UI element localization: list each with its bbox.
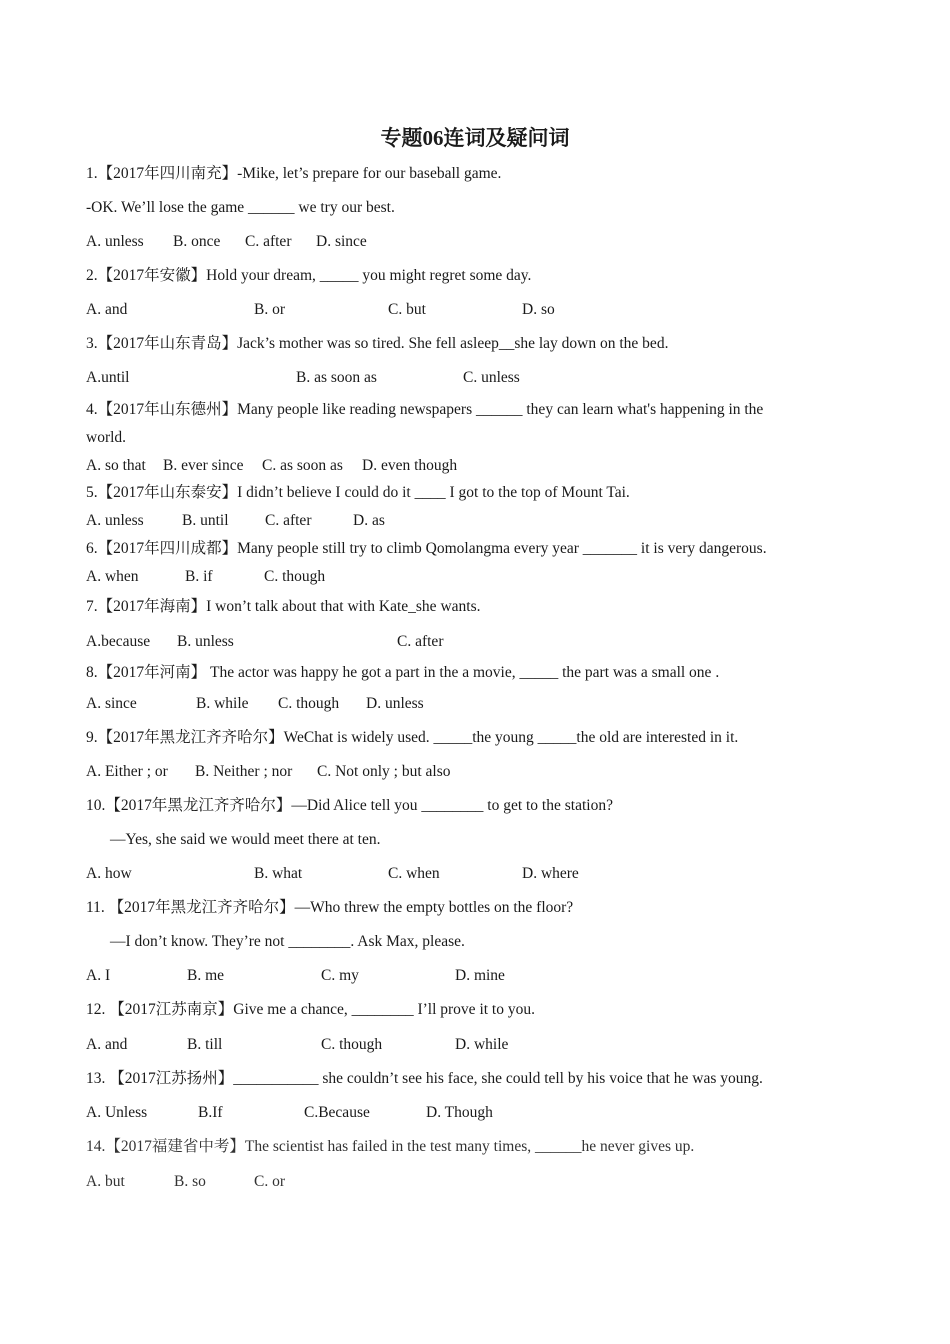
option-d: D. Though <box>426 1104 493 1121</box>
question-9: 9.【2017年黑龙江齐齐哈尔】WeChat is widely used. _____the young _____the old are interested in it. <box>86 729 739 746</box>
option-a: A. so that <box>86 457 146 474</box>
question-13: 13. 【2017江苏扬州】___________ she couldn’t see his face, she could tell by his voice that he was young. <box>86 1070 763 1087</box>
option-d: D. unless <box>366 695 424 712</box>
option-a: A. Unless <box>86 1104 148 1121</box>
option-a: A. but <box>86 1173 125 1190</box>
option-a: A.because <box>86 633 151 650</box>
option-c: C. after <box>265 512 312 529</box>
option-d: D. where <box>522 865 579 882</box>
option-a: A. I <box>86 967 111 984</box>
option-b: B. till <box>187 1036 223 1053</box>
option-a: A. and <box>86 301 128 318</box>
option-d: D. while <box>455 1036 509 1053</box>
question-10-line2: —Yes, she said we would meet there at ten. <box>110 831 381 848</box>
option-d: D. as <box>353 512 385 529</box>
option-c: C. though <box>321 1036 383 1053</box>
option-a: A. how <box>86 865 132 882</box>
question-5: 5.【2017年山东泰安】I didn’t believe I could do it ____ I got to the top of Mount Tai. <box>86 484 630 501</box>
option-b: B. me <box>187 967 225 984</box>
question-7: 7.【2017年海南】I won’t talk about that with Kate_she wants. <box>86 598 481 615</box>
option-c: C. after <box>397 633 444 650</box>
question-1-line2: -OK. We’ll lose the game ______ we try our best. <box>86 199 395 216</box>
option-b: B. unless <box>177 633 234 650</box>
option-b: B. while <box>196 695 249 712</box>
option-c: C. though <box>264 568 326 585</box>
option-b: B. once <box>173 233 221 250</box>
option-b: B. ever since <box>163 457 244 474</box>
option-b: B. if <box>185 568 213 585</box>
question-11-line2: —I don’t know. They’re not ________. Ask Max, please. <box>110 933 465 950</box>
question-3: 3.【2017年山东青岛】Jack’s mother was so tired. She fell asleep__she lay down on the bed. <box>86 335 669 352</box>
option-b: B. Neither ; nor <box>195 763 293 780</box>
option-c: C. when <box>388 865 440 882</box>
option-b: B. or <box>254 301 285 318</box>
question-2: 2.【2017年安徽】Hold your dream, _____ you might regret some day. <box>86 267 532 284</box>
question-6: 6.【2017年四川成都】Many people still try to climb Qomolangma every year _______ it is very dangerous. <box>86 540 767 557</box>
question-14: 14.【2017福建省中考】The scientist has failed in the test many times, ______he never gives up. <box>86 1138 695 1155</box>
question-11: 11. 【2017年黑龙江齐齐哈尔】—Who threw the empty bottles on the floor? <box>86 899 574 916</box>
option-c: C. as soon as <box>262 457 343 474</box>
option-a: A. unless <box>86 233 144 250</box>
option-b: B. so <box>174 1173 206 1190</box>
question-4: 4.【2017年山东德州】Many people like reading newspapers ______ they can learn what's happening in the <box>86 401 764 418</box>
option-a: A. since <box>86 695 137 712</box>
option-c: C. but <box>388 301 426 318</box>
option-a: A. Either ; or <box>86 763 168 780</box>
option-b: B. as soon as <box>296 369 377 386</box>
question-1: 1.【2017年四川南充】-Mike, let’s prepare for our baseball game. <box>86 165 502 182</box>
question-8: 8.【2017年河南】 The actor was happy he got a part in the a movie, _____ the part was a small one . <box>86 664 720 681</box>
option-a: A. when <box>86 568 139 585</box>
option-b: B.If <box>198 1104 223 1121</box>
option-a: A. unless <box>86 512 144 529</box>
option-b: B. what <box>254 865 303 882</box>
option-c: C. my <box>321 967 359 984</box>
question-10: 10.【2017年黑龙江齐齐哈尔】—Did Alice tell you ________ to get to the station? <box>86 797 613 814</box>
option-c: C. after <box>245 233 292 250</box>
question-12: 12. 【2017江苏南京】Give me a chance, ________ I’ll prove it to you. <box>86 1001 535 1018</box>
page-title: 专题06连词及疑问词 <box>380 126 570 150</box>
option-d: D. so <box>522 301 555 318</box>
option-d: D. even though <box>362 457 458 474</box>
option-c: C.Because <box>304 1104 370 1121</box>
option-c: C. Not only ; but also <box>317 763 451 780</box>
option-b: B. until <box>182 512 229 529</box>
option-c: C. unless <box>463 369 520 386</box>
option-a: A.until <box>86 369 130 386</box>
option-a: A. and <box>86 1036 128 1053</box>
option-c: C. though <box>278 695 340 712</box>
option-d: D. since <box>316 233 367 250</box>
option-c: C. or <box>254 1173 285 1190</box>
question-4-line2: world. <box>86 429 127 446</box>
option-d: D. mine <box>455 967 505 984</box>
